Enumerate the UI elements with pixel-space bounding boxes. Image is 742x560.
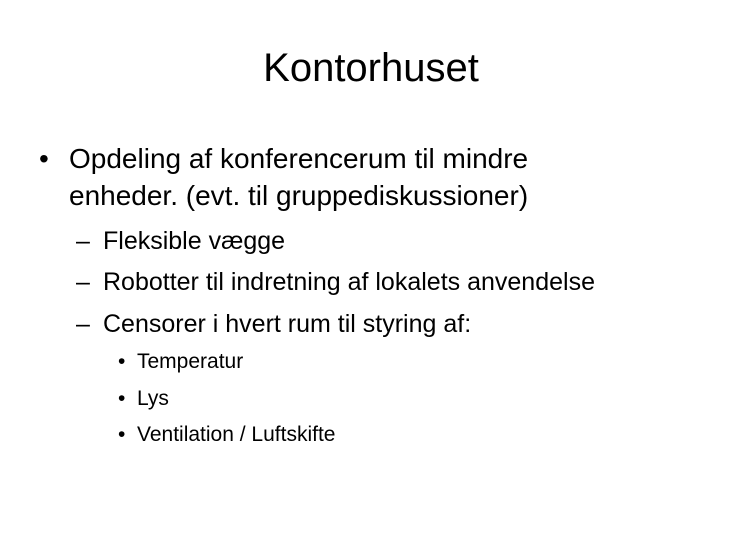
bullet-icon: • (118, 350, 126, 373)
sub-sub-bullet-text: Temperatur (137, 350, 244, 373)
bullet-text (69, 140, 709, 214)
bullet-icon: • (118, 423, 126, 446)
dash-icon: – (76, 268, 90, 296)
bullet-text-line-1: Opdeling af konferencerum til mindre (69, 143, 529, 174)
sub-sub-bullet-text: Lys (137, 387, 169, 410)
bullet-icon: • (118, 387, 126, 410)
bullet-text-line-2: enheder. (evt. til gruppediskussioner) (69, 180, 529, 211)
sub-bullet-text: Robotter til indretning af lokalets anvendelse (103, 268, 595, 296)
sub-bullet-text: Fleksible vægge (103, 227, 286, 255)
sub-sub-bullet-text: Ventilation / Luftskifte (137, 423, 336, 446)
dash-icon: – (76, 227, 90, 255)
dash-icon: – (76, 310, 90, 338)
slide-title: Kontorhuset (263, 46, 479, 90)
bullet-icon: • (39, 143, 49, 174)
sub-bullet-text: Censorer i hvert rum til styring af: (103, 310, 472, 338)
